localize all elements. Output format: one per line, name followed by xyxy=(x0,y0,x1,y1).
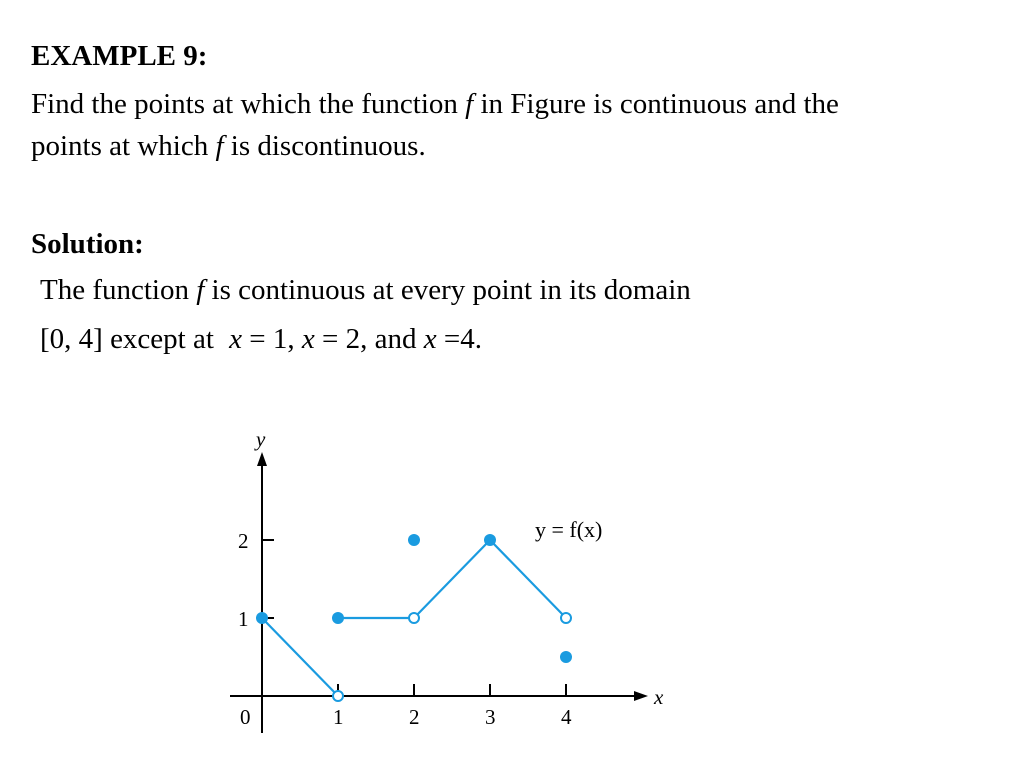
function-symbol: f xyxy=(196,274,205,306)
filled-point xyxy=(484,534,496,546)
x-tick-label-3: 3 xyxy=(485,705,496,729)
problem-line-1-start: Find the points at which the function xyxy=(31,88,458,120)
segment-3-4 xyxy=(490,540,566,618)
filled-point xyxy=(256,612,268,624)
filled-point xyxy=(560,651,572,663)
y-tick-label-2: 2 xyxy=(238,529,249,553)
solution-line-1-start: The function xyxy=(40,274,189,306)
filled-point xyxy=(332,612,344,624)
filled-point xyxy=(408,534,420,546)
y-axis-label: y xyxy=(256,427,266,451)
open-point xyxy=(409,613,419,623)
y-axis-arrow-icon xyxy=(257,452,267,466)
equals-one: = 1, xyxy=(249,323,295,355)
solution-heading: Solution: xyxy=(31,228,144,260)
problem-line-2-start: points at which xyxy=(31,130,209,162)
problem-line-1-end: in Figure is continuous and the xyxy=(480,88,839,120)
x-tick-label-4: 4 xyxy=(561,705,572,729)
function-symbol: f xyxy=(215,130,224,162)
open-point xyxy=(561,613,571,623)
x-variable: x xyxy=(423,323,437,355)
solution-line-2-start: [0, 4] except at xyxy=(40,323,214,355)
x-tick-label-0: 0 xyxy=(240,705,251,729)
x-axis-arrow-icon xyxy=(634,691,648,701)
legend-label: y = f(x) xyxy=(535,517,603,542)
segment-2-3 xyxy=(414,540,490,618)
example-heading: EXAMPLE 9: xyxy=(31,40,208,72)
graph-points xyxy=(256,534,572,701)
equals-two: = 2, and xyxy=(322,323,417,355)
open-point xyxy=(333,691,343,701)
x-tick-label-2: 2 xyxy=(409,705,420,729)
x-variable: x xyxy=(229,323,243,355)
segment-0-1 xyxy=(262,618,338,696)
y-tick-label-1: 1 xyxy=(238,607,249,631)
x-axis-label: x xyxy=(654,685,664,709)
x-tick-label-1: 1 xyxy=(333,705,344,729)
function-symbol: f xyxy=(465,88,474,120)
solution-line-1-end: is continuous at every point in its domain xyxy=(211,274,691,306)
x-variable: x xyxy=(301,323,315,355)
problem-line-2-end: is discontinuous. xyxy=(230,130,426,162)
equals-four: =4. xyxy=(443,323,482,355)
tick-labels xyxy=(238,529,572,729)
